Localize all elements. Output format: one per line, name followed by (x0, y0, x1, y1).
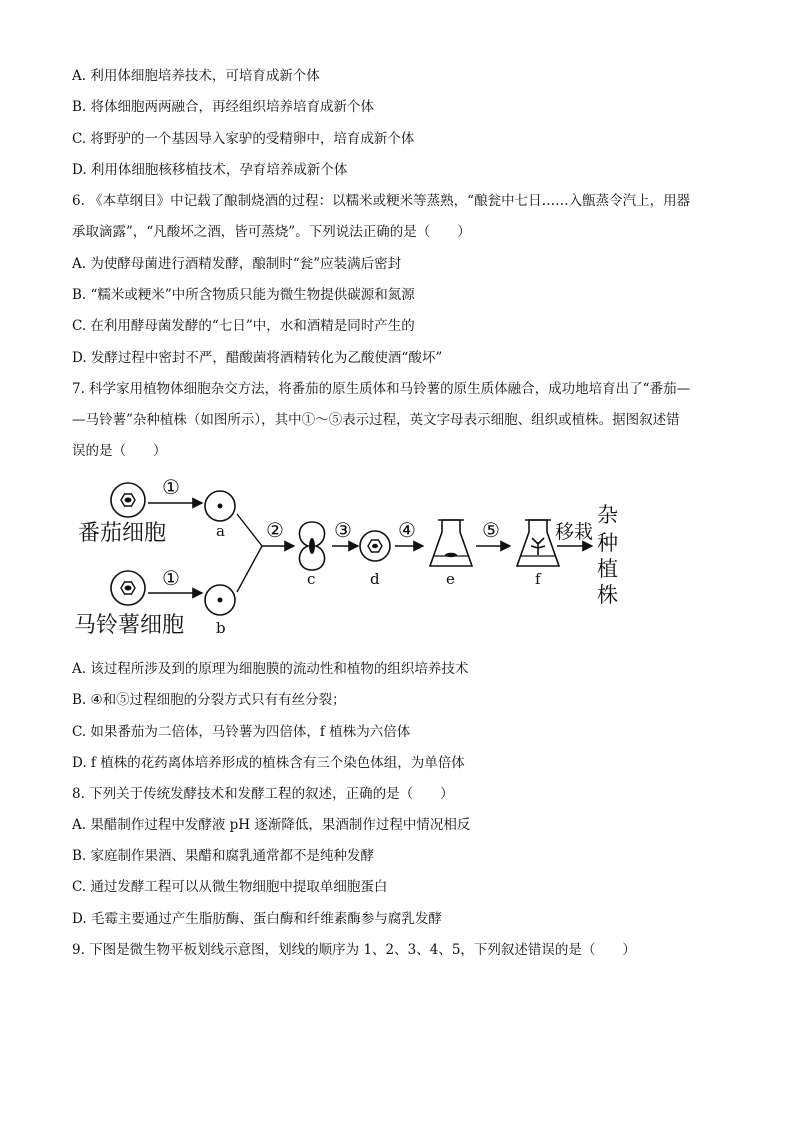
option-5d: D. 利用体细胞核移植技术，孕育培养成新个体 (72, 162, 348, 178)
question-7-stem-cont: —马铃薯”杂种植株（如图所示），其中①～⑤表示过程，英文字母表示细胞、组织或植株。据图叙述错 (72, 412, 680, 428)
label-f: f (535, 570, 541, 588)
label-e: e (446, 570, 455, 588)
callus-flask-icon (430, 520, 472, 566)
step-4: ④ (398, 518, 416, 542)
question-6-stem-cont: 承取滴露”，“凡酸坏之酒，皆可蒸烧”。下列说法正确的是（ ） (72, 224, 471, 240)
option-7b: B. ④和⑤过程细胞的分裂方式只有有丝分裂； (72, 692, 346, 708)
question-9-stem: 9. 下图是微生物平板划线示意图，划线的顺序为 1、2、3、4、5，下列叙述错误的是（ ） (72, 942, 636, 958)
hybrid-cell-icon (360, 531, 390, 561)
label-d: d (370, 570, 380, 588)
hybrid-plant-label-3: 植 (597, 557, 618, 581)
option-8b: B. 家庭制作果酒、果醋和腐乳通常都不是纯种发酵 (72, 848, 375, 864)
option-7c: C. 如果番茄为二倍体，马铃薯为四倍体，f 植株为六倍体 (72, 724, 411, 740)
step-1-top: ① (162, 475, 180, 499)
hybrid-plant-label-4: 株 (597, 583, 618, 607)
step-1-bottom: ① (162, 566, 180, 590)
question-7-stem: 7. 科学家用植物体细胞杂交方法，将番茄的原生质体和马铃薯的原生质体融合，成功地培育出了“番茄— (72, 381, 691, 397)
label-c: c (307, 570, 316, 588)
question-8-stem: 8. 下列关于传统发酵技术和发酵工程的叙述，正确的是（ ） (72, 786, 454, 802)
hybridization-diagram (70, 470, 630, 640)
option-8a: A. 果醋制作过程中发酵液 pH 逐渐降低，果酒制作过程中情况相反 (72, 817, 471, 833)
step-3: ③ (334, 518, 352, 542)
protoplast-a-icon (205, 491, 235, 521)
step-2: ② (266, 518, 284, 542)
question-7-stem-end: 误的是（ ） (72, 443, 167, 459)
step-5: ⑤ (482, 518, 500, 542)
label-a: a (216, 522, 225, 540)
option-5b: B. 将体细胞两两融合，再经组织培养培育成新个体 (72, 99, 375, 115)
label-b: b (216, 619, 226, 637)
option-5c: C. 将野驴的一个基因导入家驴的受精卵中，培育成新个体 (72, 131, 415, 147)
option-7a: A. 该过程所涉及到的原理为细胞膜的流动性和植物的组织培养技术 (72, 661, 469, 677)
option-6b: B. “糯米或粳米”中所含物质只能为微生物提供碳源和氮源 (72, 287, 415, 303)
transplant-label: 移栽 (555, 521, 594, 543)
question-6-stem: 6. 《本草纲目》中记载了酿制烧酒的过程：以糯米或粳米等蒸熟，“酿瓮中七日……入甑蒸令汽上，用器 (72, 193, 691, 209)
option-7d: D. f 植株的花药离体培养形成的植株含有三个染色体组，为单倍体 (72, 755, 465, 771)
option-8c: C. 通过发酵工程可以从微生物细胞中提取单细胞蛋白 (72, 879, 388, 895)
tomato-cell-label: 番茄细胞 (78, 521, 167, 546)
hybrid-plant-label-2: 种 (597, 531, 618, 555)
fusing-cell-icon (299, 522, 324, 570)
option-6a: A. 为使酵母菌进行酒精发酵，酿制时“瓮”应装满后密封 (72, 256, 402, 272)
option-6d: D. 发酵过程中密封不严，醋酸菌将酒精转化为乙酸使酒“酸坏” (72, 350, 443, 366)
option-8d: D. 毛霉主要通过产生脂肪酶、蛋白酶和纤维素酶参与腐乳发酵 (72, 911, 442, 927)
option-5a: A. 利用体细胞培养技术，可培育成新个体 (72, 68, 320, 84)
hybrid-plant-label-1: 杂 (597, 503, 618, 527)
protoplast-b-icon (205, 585, 235, 615)
potato-cell-icon (111, 571, 145, 605)
potato-cell-label: 马铃薯细胞 (74, 613, 185, 638)
plantlet-flask-icon (517, 520, 559, 566)
tomato-cell-icon (111, 483, 145, 517)
option-6c: C. 在利用酵母菌发酵的“七日”中，水和酒精是同时产生的 (72, 318, 415, 334)
